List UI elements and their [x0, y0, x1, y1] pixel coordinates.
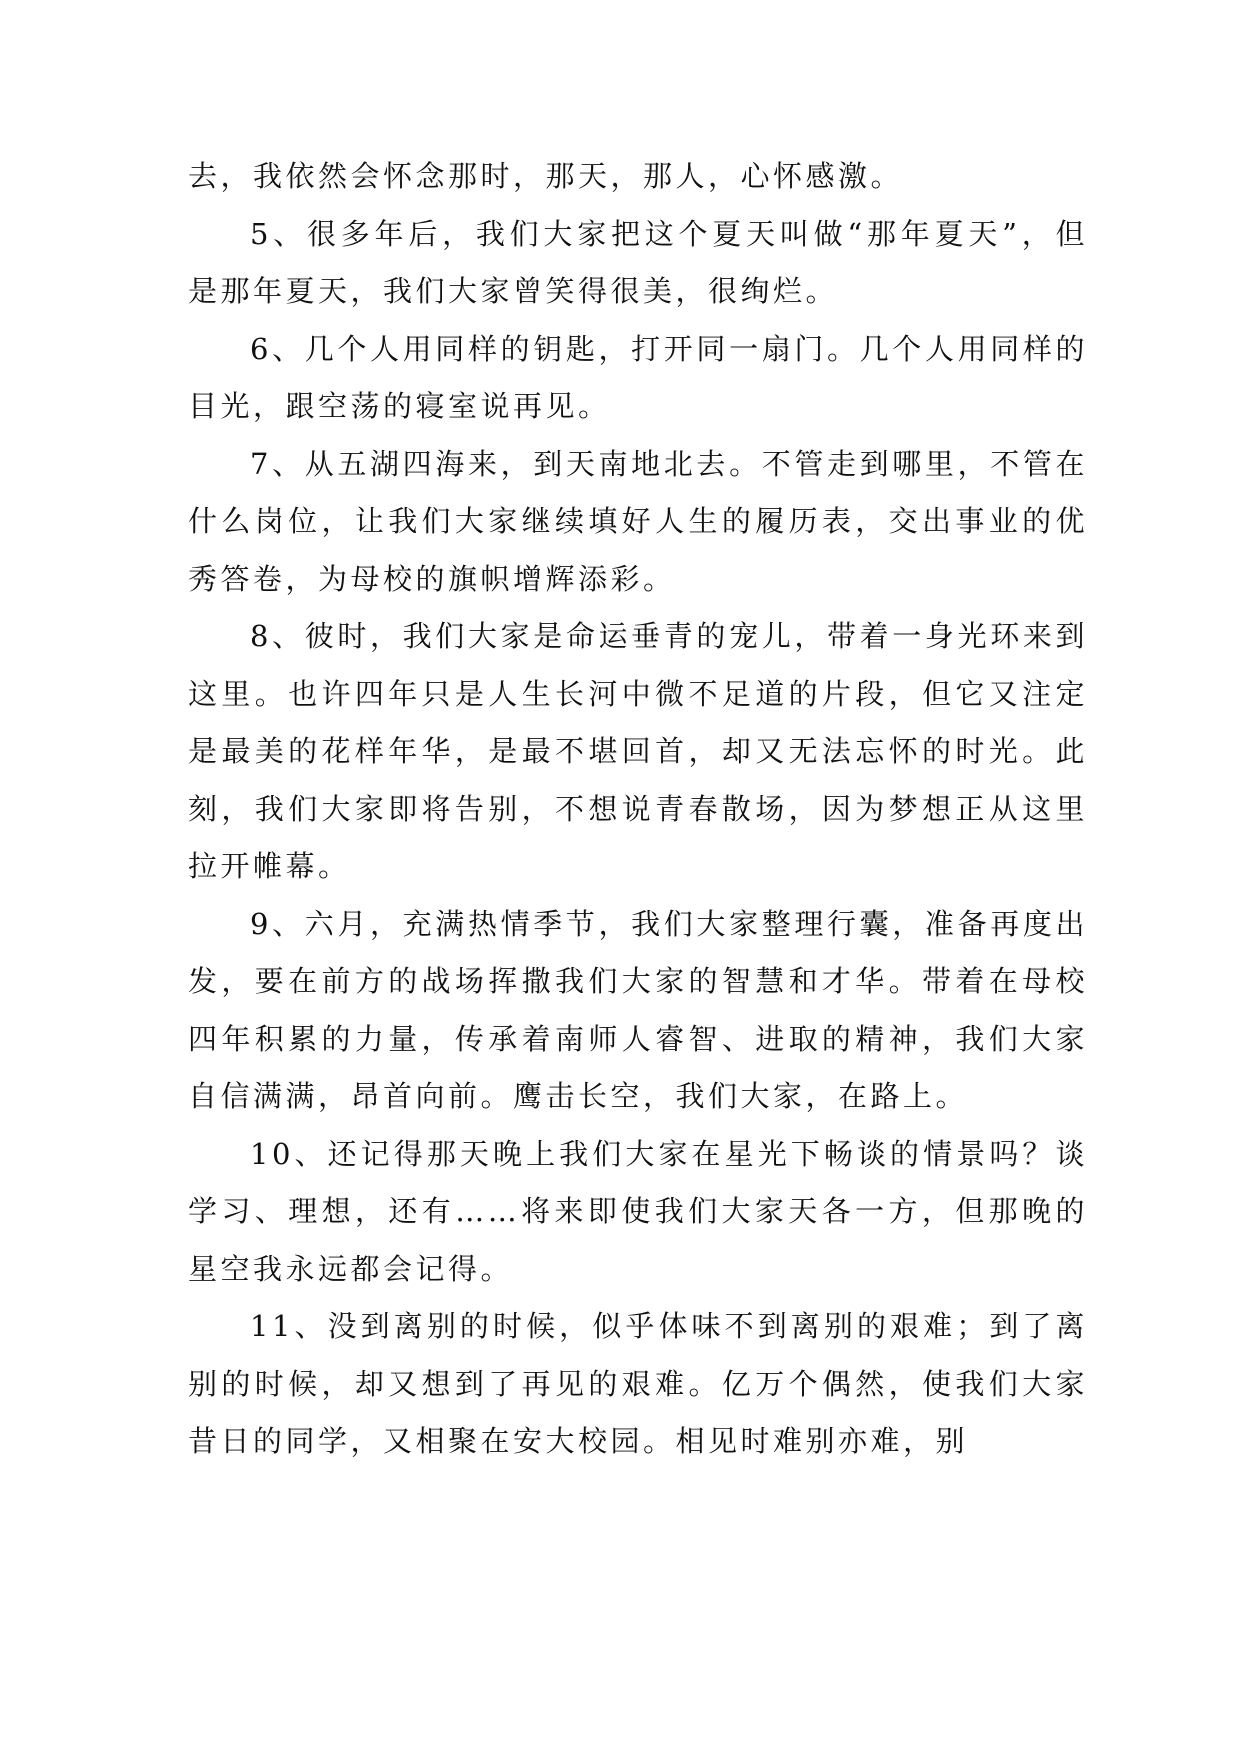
paragraph-7: 10、还记得那天晚上我们大家在星光下畅谈的情景吗？谈学习、理想，还有……将来即使我们大家天各一方，但那晚的星空我永远都会记得。 — [188, 1136, 1088, 1286]
paragraph-6: 9、六月，充满热情季节，我们大家整理行囊，准备再度出发，要在前方的战场挥撒我们大家的智慧和才华。带着在母校四年积累的力量，传承着南师人睿智、进取的精神，我们大家自信满满，昂首向前。鹰击长空，我们大家，在路上。 — [188, 906, 1088, 1113]
paragraph-5: 8、彼时，我们大家是命运垂青的宠儿，带着一身光环来到这里。也许四年只是人生长河中微不足道的片段，但它又注定是最美的花样年华，是最不堪回首，却又无法忘怀的时光。此刻，我们大家即将告别，不想说青春散场，因为梦想正从这里拉开帷幕。 — [188, 619, 1088, 883]
paragraph-1: 去，我依然会怀念那时，那天，那人，心怀感激。 — [188, 159, 904, 193]
document-body — [188, 148, 1088, 1471]
paragraph-3: 6、几个人用同样的钥匙，打开同一扇门。几个人用同样的目光，跟空荡的寝室说再见。 — [188, 331, 1088, 423]
paragraph-8: 11、没到离别的时候，似乎体味不到离别的艰难；到了离别的时候，却又想到了再见的艰难。亿万个偶然，使我们大家昔日的同学，又相聚在安大校园。相见时难别亦难，别 — [188, 1309, 1088, 1458]
paragraph-2: 5、很多年后，我们大家把这个夏天叫做“那年夏天”，但是那年夏天，我们大家曾笑得很美，很绚烂。 — [188, 216, 1088, 308]
paragraph-4: 7、从五湖四海来，到天南地北去。不管走到哪里，不管在什么岗位，让我们大家继续填好人生的履历表，交出事业的优秀答卷，为母校的旗帜增辉添彩。 — [188, 446, 1088, 596]
